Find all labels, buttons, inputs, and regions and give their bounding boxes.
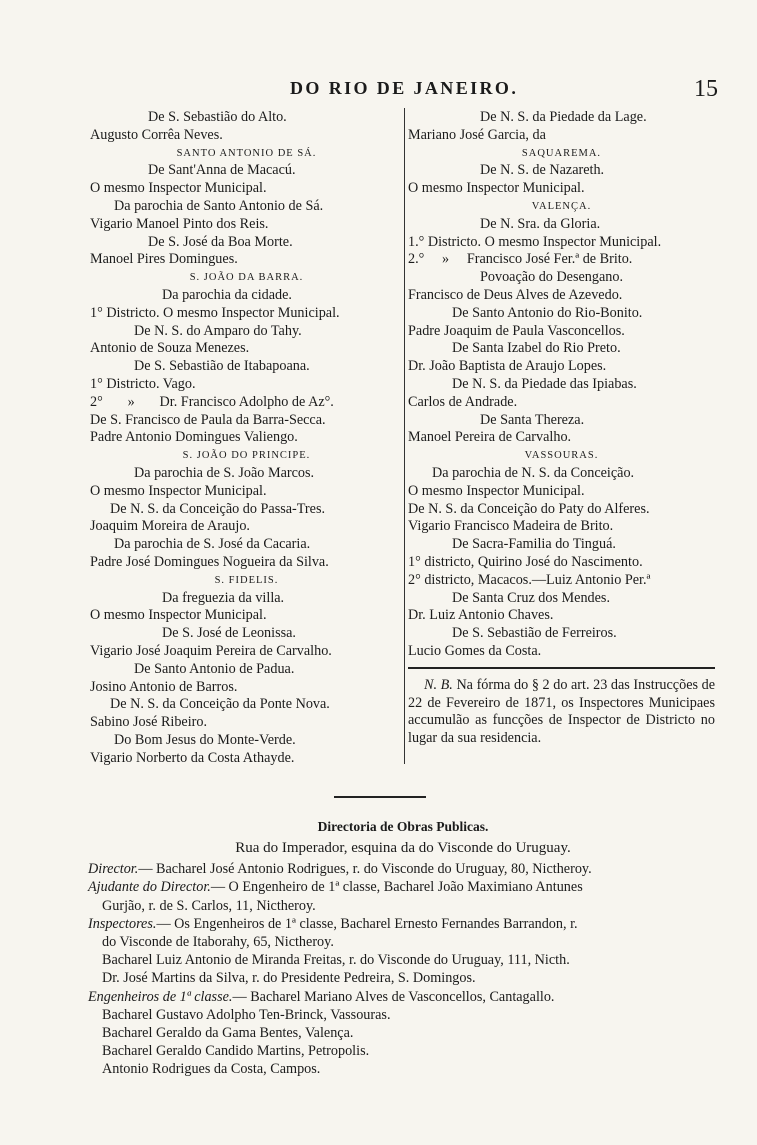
list-line: De Santo Antonio de Padua.: [134, 660, 295, 677]
list-line: Sabino José Ribeiro.: [90, 714, 208, 731]
list-line: Vigario Norberto da Costa Athayde.: [90, 749, 295, 766]
engenheiro-line: Bacharel Gustavo Adolpho Ten-Brinck, Vassouras.: [102, 1006, 391, 1023]
list-line: 2° districto, Macacos.—Luiz Antonio Per.ª: [408, 571, 651, 588]
list-line: Mariano José Garcia, da: [408, 126, 546, 143]
engenheiros-entry: [88, 988, 718, 1006]
engenheiro-line: Antonio Rodrigues da Costa, Campos.: [102, 1061, 321, 1078]
list-line: Dr. Luiz Antonio Chaves.: [408, 607, 554, 624]
list-line: 1° districto, Quirino José do Nascimento.: [408, 553, 643, 570]
section-heading: S. JOÃO DO PRINCIPE.: [182, 450, 311, 462]
list-line: Padre José Domingues Nogueira da Silva.: [90, 553, 329, 570]
list-line: De S. Sebastião do Alto.: [148, 109, 287, 125]
note-text: Na fórma do § 2 do art. 23 das Instrucções de 22 de Fevereiro de 1871, os Inspectores Municipaes accumulão as funcções de Inspector de Districto no lugar da sua residencia.: [408, 677, 716, 746]
list-line: De S. Sebastião de Itabapoana.: [134, 358, 310, 375]
note-divider: [408, 667, 715, 669]
column-divider: [404, 108, 405, 764]
list-line: De Sant'Anna de Macacú.: [148, 162, 296, 179]
list-line: Do Bom Jesus do Monte-Verde.: [114, 731, 296, 748]
page-header: [0, 78, 757, 102]
list-line: De Sacra-Familia do Tinguá.: [452, 536, 616, 553]
list-line: Antonio de Souza Menezes.: [90, 340, 250, 357]
list-line: De N. S. da Piedade da Lage.: [480, 109, 647, 125]
list-line: De Santo Antonio do Rio-Bonito.: [452, 304, 643, 321]
section-heading: SANTO ANTONIO DE SÁ.: [176, 147, 317, 159]
inspector-line: Dr. José Martins da Silva, r. do Presidente Pedreira, S. Domingos.: [102, 970, 476, 987]
director-label: Director.: [88, 861, 139, 878]
ajudante-entry: [88, 878, 718, 896]
page-number: 15: [694, 76, 718, 102]
list-line: 1.° Districto. O mesmo Inspector Municipal.: [408, 233, 662, 250]
list-line: O mesmo Inspector Municipal.: [90, 482, 267, 499]
list-line: De S. José da Boa Morte.: [148, 233, 293, 250]
list-line: Vigario Manoel Pinto dos Reis.: [90, 215, 269, 232]
section-heading: S. JOÃO DA BARRA.: [189, 272, 304, 284]
section-heading: SAQUAREMA.: [521, 147, 602, 159]
list-line: De N. S. da Conceição do Paty do Alferes.: [408, 500, 650, 517]
list-line: De S. José de Leonissa.: [162, 625, 296, 642]
list-line: Joaquim Moreira de Araujo.: [90, 518, 250, 535]
list-line: Da parochia de Santo Antonio de Sá.: [114, 197, 324, 214]
list-line: Vigario José Joaquim Pereira de Carvalho.: [90, 642, 332, 659]
section-heading: VALENÇA.: [531, 200, 592, 212]
inspectores-label: Inspectores.: [88, 915, 157, 932]
list-line: Francisco de Deus Alves de Azevedo.: [408, 286, 623, 303]
list-line: Da parochia de N. S. da Conceição.: [432, 464, 635, 481]
section-heading: VASSOURAS.: [524, 450, 599, 462]
section-heading: S. FIDELIS.: [214, 574, 279, 586]
list-line: 1° Districto. O mesmo Inspector Municipal.: [90, 304, 340, 321]
list-line: Vigario Francisco Madeira de Brito.: [408, 518, 614, 535]
engenheiros-label: Engenheiros de 1ª classe.: [88, 988, 233, 1005]
list-line: O mesmo Inspector Municipal.: [90, 607, 267, 624]
list-line: Padre Joaquim de Paula Vasconcellos.: [408, 322, 625, 339]
list-line: Da parochia de S. José da Cacaria.: [114, 536, 311, 553]
list-line: De N. S. de Nazareth.: [480, 162, 605, 179]
ajudante-continuation: Gurjão, r. de S. Carlos, 11, Nictheroy.: [102, 897, 316, 914]
list-line: De N. S. do Amparo do Tahy.: [134, 322, 302, 339]
section-title: Directoria de Obras Publicas.: [317, 819, 489, 834]
section-address: Rua do Imperador, esquina da do Visconde do Uruguay.: [235, 840, 571, 857]
ajudante-label: Ajudante do Director.: [88, 879, 211, 896]
list-line: O mesmo Inspector Municipal.: [408, 482, 585, 499]
directoria-section: [88, 818, 718, 1079]
note-label: N. B.: [424, 677, 453, 693]
list-line: 2° » Dr. Francisco Adolpho de Az°.: [90, 393, 334, 410]
ajudante-text: — O Engenheiro de 1ª classe, Bacharel João Maximiano Antunes: [210, 879, 583, 896]
list-line: De Santa Cruz dos Mendes.: [452, 589, 611, 606]
right-column: [408, 109, 715, 661]
engenheiro-line: Bacharel Geraldo da Gama Bentes, Valença.: [102, 1025, 354, 1042]
list-line: Carlos de Andrade.: [408, 393, 518, 410]
list-line: De Santa Izabel do Rio Preto.: [452, 340, 621, 357]
list-line: Da parochia da cidade.: [162, 286, 292, 303]
engenheiros-text: — Bacharel Mariano Alves de Vasconcellos, Cantagallo.: [232, 988, 555, 1005]
list-line: Da parochia de S. João Marcos.: [134, 464, 315, 481]
engenheiro-line: Bacharel Geraldo Candido Martins, Petropolis.: [102, 1043, 370, 1060]
list-line: De N. Sra. da Gloria.: [480, 215, 601, 232]
inspectores-text: — Os Engenheiros de 1ª classe, Bacharel Ernesto Fernandes Barrandon, r.: [156, 915, 578, 932]
inspector-line: Bacharel Luiz Antonio de Miranda Freitas, r. do Visconde do Uruguay, 111, Nicth.: [102, 952, 570, 969]
list-line: De Santa Thereza.: [480, 411, 585, 428]
director-entry: [88, 860, 718, 878]
nota-bene: [408, 677, 715, 747]
section-divider: [334, 796, 426, 798]
list-line: Manoel Pereira de Carvalho.: [408, 429, 572, 446]
list-line: De S. Sebastião de Ferreiros.: [452, 625, 617, 642]
list-line: Manoel Pires Domingues.: [90, 251, 238, 268]
list-line: De N. S. da Piedade das Ipiabas.: [452, 375, 637, 392]
list-line: De N. S. da Conceição da Ponte Nova.: [110, 696, 330, 713]
list-line: Dr. João Baptista de Araujo Lopes.: [408, 358, 607, 375]
list-line: De N. S. da Conceição do Passa-Tres.: [110, 500, 326, 517]
list-line: Da freguezia da villa.: [162, 589, 285, 606]
list-line: Augusto Corrêa Neves.: [90, 126, 223, 143]
list-line: Padre Antonio Domingues Valiengo.: [90, 429, 298, 446]
list-line: O mesmo Inspector Municipal.: [90, 180, 267, 197]
inspectores-entry: [88, 915, 718, 933]
director-text: — Bacharel José Antonio Rodrigues, r. do Visconde do Uruguay, 80, Nictheroy.: [138, 861, 592, 878]
list-line: Josino Antonio de Barros.: [90, 678, 238, 695]
list-line: 1° Districto. Vago.: [90, 375, 196, 392]
left-column: [90, 109, 403, 767]
list-line: Lucio Gomes da Costa.: [408, 642, 542, 659]
running-title: DO RIO DE JANEIRO.: [290, 78, 519, 98]
inspectores-continuation: do Visconde de Itaborahy, 65, Nictheroy.: [102, 934, 334, 951]
list-line: 2.° » Francisco José Fer.ª de Brito.: [408, 251, 633, 268]
list-line: O mesmo Inspector Municipal.: [408, 180, 585, 197]
list-line: De S. Francisco de Paula da Barra-Secca.: [90, 411, 326, 428]
list-line: Povoação do Desengano.: [480, 269, 624, 286]
